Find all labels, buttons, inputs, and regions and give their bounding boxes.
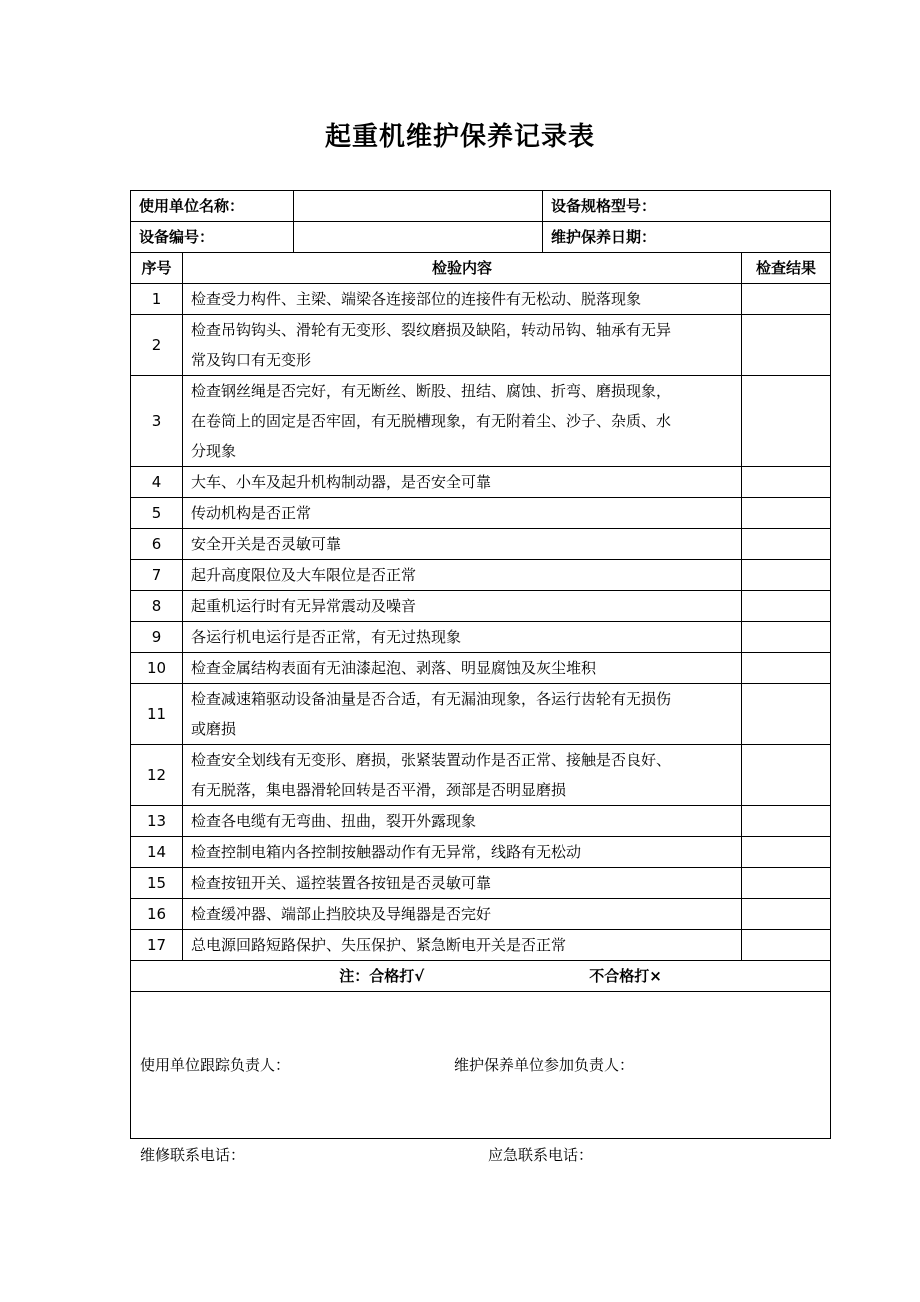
row-result-cell[interactable] xyxy=(742,745,831,806)
row-result-cell[interactable] xyxy=(742,467,831,498)
row-result-cell[interactable] xyxy=(742,591,831,622)
table-row xyxy=(131,467,831,498)
row-content xyxy=(183,930,742,961)
row-result-cell[interactable] xyxy=(742,806,831,837)
row-content-line: 有无脱落，集电器滑轮回转是否平滑，颈部是否明显磨损 xyxy=(191,781,567,799)
row-content-line: 总电源回路短路保护、失压保护、紧急断电开关是否正常 xyxy=(191,936,567,954)
row-index: 16 xyxy=(131,899,183,930)
row-index: 12 xyxy=(131,745,183,806)
note-row xyxy=(131,961,831,992)
row-result-cell[interactable] xyxy=(742,376,831,467)
row-content-line: 常及钩口有无变形 xyxy=(191,351,312,369)
maintenance-record-table xyxy=(130,190,831,1139)
table-row xyxy=(131,315,831,376)
unit-name-label: 使用单位名称： xyxy=(131,191,294,222)
repair-phone-label: 维修联系电话： xyxy=(140,1146,246,1164)
row-content-line: 起重机运行时有无异常震动及噪音 xyxy=(191,597,417,615)
row-content-line: 检查吊钩钩头、滑轮有无变形、裂纹磨损及缺陷，转动吊钩、轴承有无异 xyxy=(191,321,672,339)
device-number-field[interactable] xyxy=(294,222,543,253)
row-result-cell[interactable] xyxy=(742,684,831,745)
column-header-result: 检查结果 xyxy=(742,253,831,284)
row-content xyxy=(183,745,742,806)
row-content-line: 在卷筒上的固定是否牢固，有无脱槽现象，有无附着尘、沙子、杂质、水 xyxy=(191,412,672,430)
row-content-line: 检查缓冲器、端部止挡胶块及导绳器是否完好 xyxy=(191,905,492,923)
row-result-cell[interactable] xyxy=(742,837,831,868)
note-cell xyxy=(131,961,831,992)
note-pass: 注：合格打√ xyxy=(339,967,425,985)
user-unit-signature-label: 使用单位跟踪负责人： xyxy=(140,1056,291,1074)
table-row xyxy=(131,745,831,806)
row-index: 11 xyxy=(131,684,183,745)
unit-name-field[interactable] xyxy=(294,191,543,222)
row-content xyxy=(183,806,742,837)
row-index: 5 xyxy=(131,498,183,529)
row-index: 4 xyxy=(131,467,183,498)
maintenance-unit-signature-label: 维护保养单位参加负责人： xyxy=(454,1056,635,1074)
row-content xyxy=(183,868,742,899)
table-row xyxy=(131,529,831,560)
row-content xyxy=(183,899,742,930)
row-content-line: 检查金属结构表面有无油漆起泡、剥落、明显腐蚀及灰尘堆积 xyxy=(191,659,597,677)
table-row xyxy=(131,591,831,622)
note-fail: 不合格打× xyxy=(589,967,662,985)
column-header-content: 检验内容 xyxy=(183,253,742,284)
row-result-cell[interactable] xyxy=(742,653,831,684)
table-row xyxy=(131,868,831,899)
row-content-line: 检查钢丝绳是否完好，有无断丝、断股、扭结、腐蚀、折弯、磨损现象， xyxy=(191,382,672,400)
row-content xyxy=(183,284,742,315)
row-content xyxy=(183,467,742,498)
row-result-cell[interactable] xyxy=(742,868,831,899)
row-content-line: 检查各电缆有无弯曲、扭曲，裂开外露现象 xyxy=(191,812,477,830)
table-row xyxy=(131,284,831,315)
row-index: 2 xyxy=(131,315,183,376)
row-content-line: 传动机构是否正常 xyxy=(191,504,312,522)
row-content xyxy=(183,529,742,560)
spec-model-label[interactable]: 设备规格型号： xyxy=(543,191,831,222)
page-title: 起重机维护保养记录表 xyxy=(324,122,595,152)
row-index: 6 xyxy=(131,529,183,560)
table-row xyxy=(131,653,831,684)
table-row xyxy=(131,498,831,529)
column-header-row xyxy=(131,253,831,284)
row-result-cell[interactable] xyxy=(742,622,831,653)
row-index: 10 xyxy=(131,653,183,684)
row-content xyxy=(183,684,742,745)
row-index: 17 xyxy=(131,930,183,961)
row-index: 7 xyxy=(131,560,183,591)
row-content xyxy=(183,653,742,684)
row-content-line: 各运行机电运行是否正常，有无过热现象 xyxy=(191,628,462,646)
row-content xyxy=(183,591,742,622)
row-result-cell[interactable] xyxy=(742,899,831,930)
row-result-cell[interactable] xyxy=(742,529,831,560)
row-content xyxy=(183,837,742,868)
row-content-line: 检查控制电箱内各控制按触器动作有无异常，线路有无松动 xyxy=(191,843,582,861)
row-content-line: 起升高度限位及大车限位是否正常 xyxy=(191,566,417,584)
table-row xyxy=(131,806,831,837)
row-result-cell[interactable] xyxy=(742,284,831,315)
inspection-rows xyxy=(131,284,831,961)
row-content-line: 或磨损 xyxy=(191,720,237,738)
row-content xyxy=(183,376,742,467)
row-content xyxy=(183,315,742,376)
row-content-line: 检查减速箱驱动设备油量是否合适，有无漏油现象，各运行齿轮有无损伤 xyxy=(191,690,672,708)
row-index: 3 xyxy=(131,376,183,467)
row-index: 13 xyxy=(131,806,183,837)
row-result-cell[interactable] xyxy=(742,315,831,376)
table-row xyxy=(131,376,831,467)
emergency-phone-label: 应急联系电话： xyxy=(488,1146,594,1164)
row-content-line: 安全开关是否灵敏可靠 xyxy=(191,535,342,553)
row-result-cell[interactable] xyxy=(742,930,831,961)
row-content-line: 检查安全划线有无变形、磨损，张紧装置动作是否正常、接触是否良好、 xyxy=(191,751,672,769)
row-content xyxy=(183,498,742,529)
row-result-cell[interactable] xyxy=(742,560,831,591)
row-content xyxy=(183,560,742,591)
row-result-cell[interactable] xyxy=(742,498,831,529)
table-row xyxy=(131,622,831,653)
table-row xyxy=(131,560,831,591)
row-index: 15 xyxy=(131,868,183,899)
signature-row xyxy=(131,992,831,1139)
row-content-line: 大车、小车及起升机构制动器，是否安全可靠 xyxy=(191,473,492,491)
table-row xyxy=(131,930,831,961)
maintenance-date-label[interactable]: 维护保养日期： xyxy=(543,222,831,253)
table-row xyxy=(131,684,831,745)
row-content-line: 分现象 xyxy=(191,442,237,460)
device-number-label: 设备编号： xyxy=(131,222,294,253)
table-row xyxy=(131,899,831,930)
row-index: 14 xyxy=(131,837,183,868)
row-content-line: 检查受力构件、主梁、端梁各连接部位的连接件有无松动、脱落现象 xyxy=(191,290,642,308)
row-content-line: 检查按钮开关、遥控装置各按钮是否灵敏可靠 xyxy=(191,874,492,892)
column-header-index: 序号 xyxy=(131,253,183,284)
table-row xyxy=(131,837,831,868)
row-index: 9 xyxy=(131,622,183,653)
row-index: 8 xyxy=(131,591,183,622)
row-index: 1 xyxy=(131,284,183,315)
signature-cell xyxy=(131,992,831,1139)
row-content xyxy=(183,622,742,653)
